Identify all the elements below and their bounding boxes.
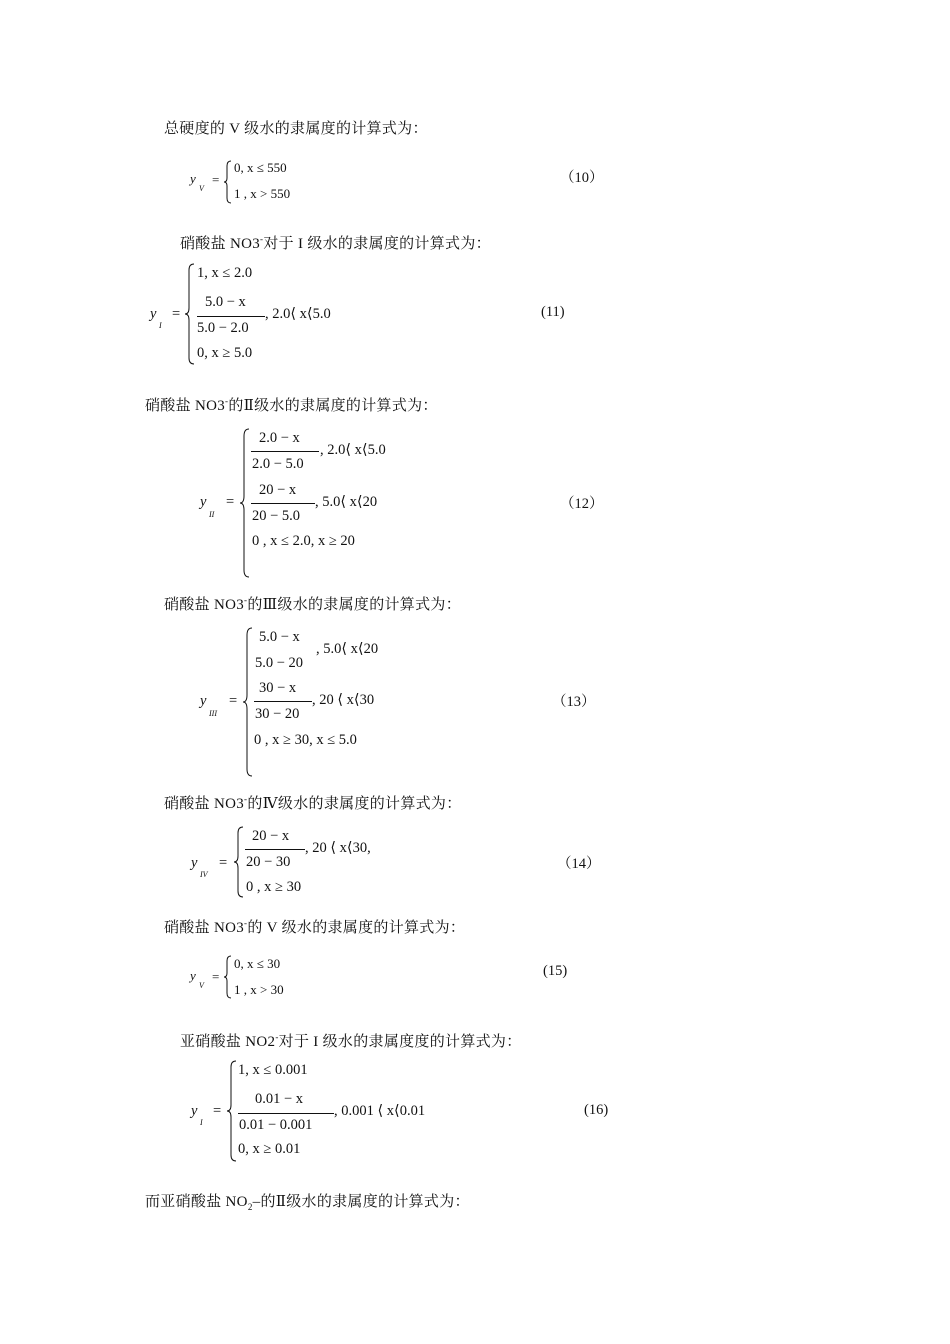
case-1: 1, x ≤ 0.001 — [238, 1062, 308, 1078]
intro-eq17: 而亚硝酸盐 $NO_2-$的Ⅱ级水的隶属度的计算式为： — [145, 1194, 470, 1212]
equation-number: (16) — [584, 1102, 609, 1118]
left-brace — [233, 826, 245, 898]
equals-sign: = — [172, 306, 181, 322]
numerator-2: 30 − x — [259, 680, 297, 696]
intro-eq14: 硝酸盐 NO3-的Ⅳ级水的隶属度的计算式为： — [164, 794, 462, 812]
denominator-1: 20 − 30 — [246, 854, 291, 870]
lhs-subscript: II — [209, 510, 215, 519]
condition-1: , 20 ⟨ x⟨30, — [305, 840, 371, 856]
equation-number: （12） — [560, 496, 604, 512]
intro-eq10: 总硬度的 V 级水的隶属度的计算式为： — [164, 121, 428, 137]
condition-2: , 5.0⟨ x⟨20 — [315, 494, 378, 510]
left-brace — [223, 160, 233, 204]
lhs-y: y — [150, 306, 157, 322]
denominator-2: 30 − 20 — [255, 706, 300, 722]
left-brace — [242, 627, 254, 777]
denominator: 0.01 − 0.001 — [239, 1117, 313, 1133]
condition-2: , 2.0⟨ x⟨5.0 — [265, 306, 331, 322]
numerator-1: 20 − x — [252, 828, 290, 844]
denominator-2: 20 − 5.0 — [252, 508, 301, 524]
condition-2: , 20 ⟨ x⟨30 — [312, 692, 375, 708]
equals-sign: = — [212, 969, 220, 984]
condition-1: , 5.0⟨ x⟨20 — [316, 641, 379, 657]
lhs-y: y — [190, 968, 196, 983]
fraction-bar-1 — [251, 451, 319, 452]
case-3: 0, x ≥ 5.0 — [197, 345, 253, 361]
lhs-subscript: V — [199, 184, 204, 193]
condition-2: , 0.001 ⟨ x⟨0.01 — [334, 1103, 426, 1119]
case-2: 1 , x > 550 — [234, 186, 291, 201]
lhs-y: y — [191, 855, 198, 871]
equals-sign: = — [213, 1103, 222, 1119]
equation-number: （14） — [557, 856, 601, 872]
case-1: 0, x ≤ 550 — [234, 160, 287, 175]
case-3: 0 , x ≥ 30, x ≤ 5.0 — [254, 732, 357, 748]
numerator: 0.01 − x — [255, 1091, 304, 1107]
equation-number: (15) — [543, 963, 568, 979]
denominator-1: 2.0 − 5.0 — [252, 456, 304, 472]
case-3: 0, x ≥ 0.01 — [238, 1141, 301, 1157]
equals-sign: = — [229, 693, 238, 709]
lhs-y: y — [200, 494, 207, 510]
numerator-1: 2.0 − x — [259, 430, 300, 446]
intro-eq16: 亚硝酸盐 NO2-对于 I 级水的隶属度度的计算式为： — [180, 1032, 522, 1050]
equals-sign: = — [219, 855, 228, 871]
lhs-subscript: I — [200, 1118, 203, 1127]
numerator: 5.0 − x — [205, 294, 246, 310]
intro-eq11: 硝酸盐 NO3-对于 I 级水的隶属度的计算式为： — [180, 234, 491, 252]
left-brace — [239, 428, 251, 578]
fraction-bar — [238, 1113, 334, 1114]
intro-eq15: 硝酸盐 NO3-的 V 级水的隶属度的计算式为： — [164, 918, 466, 936]
case-3: 0 , x ≤ 2.0, x ≥ 20 — [252, 533, 355, 549]
lhs-y: y — [191, 1103, 198, 1119]
lhs-subscript: IV — [200, 870, 208, 879]
equation-number: (11) — [541, 304, 565, 320]
left-brace — [223, 955, 233, 999]
lhs-subscript: V — [199, 981, 204, 990]
lhs-y: y — [190, 171, 196, 186]
numerator-2: 20 − x — [259, 482, 297, 498]
lhs-y: y — [200, 693, 207, 709]
fraction-bar-2 — [254, 701, 312, 702]
intro-eq13: 硝酸盐 NO3-的Ⅲ级水的隶属度的计算式为： — [164, 595, 461, 613]
left-brace — [184, 263, 196, 365]
fraction-bar-1 — [245, 849, 305, 850]
numerator-1: 5.0 − x — [259, 629, 300, 645]
condition-1: , 2.0⟨ x⟨5.0 — [320, 442, 386, 458]
case-2: 1 , x > 30 — [234, 982, 284, 997]
denominator: 5.0 − 2.0 — [197, 320, 249, 336]
intro-eq12: 硝酸盐 NO3-的Ⅱ级水的隶属度的计算式为： — [145, 396, 438, 414]
denominator-1: 5.0 − 20 — [255, 655, 304, 671]
equation-number: （10） — [560, 170, 604, 186]
equals-sign: = — [226, 494, 235, 510]
lhs-subscript: III — [209, 709, 217, 718]
case-1: 1, x ≤ 2.0 — [197, 265, 253, 281]
fraction-bar-2 — [251, 503, 315, 504]
equation-number: （13） — [552, 694, 596, 710]
lhs-subscript: I — [159, 321, 162, 330]
equals-sign: = — [212, 172, 220, 187]
fraction-bar — [197, 316, 265, 317]
case-2: 0 , x ≥ 30 — [246, 879, 302, 895]
left-brace — [226, 1060, 238, 1162]
case-1: 0, x ≤ 30 — [234, 956, 281, 971]
